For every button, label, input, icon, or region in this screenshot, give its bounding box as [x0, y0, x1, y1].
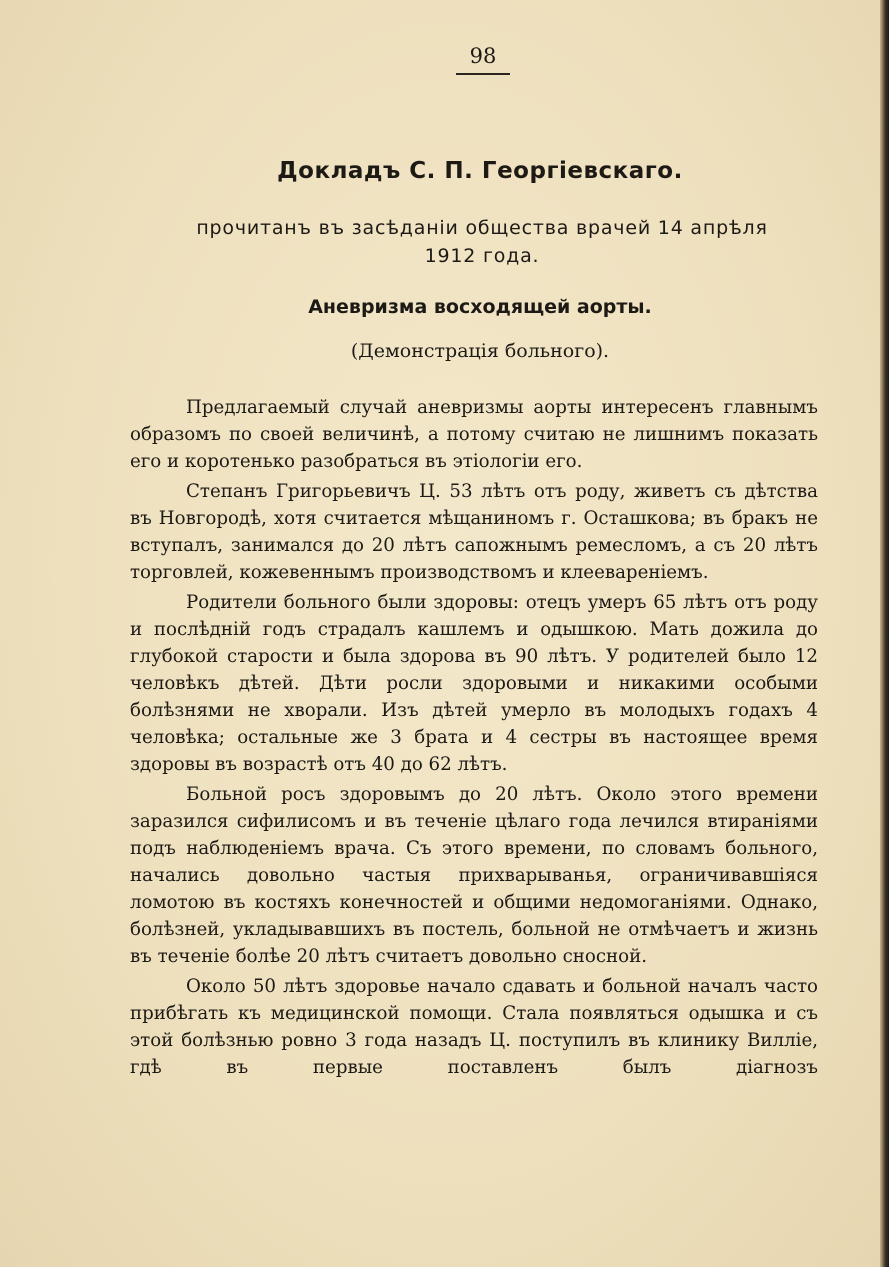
body-text — [130, 394, 818, 1084]
demonstration-note: (Демонстрація больного). — [350, 340, 610, 362]
paragraph: Родители больного были здоровы: отецъ умеръ 65 лѣтъ отъ роду и послѣдній годъ страдалъ кашлемъ и одышкою. Мать дожила до глубокой старости и была здорова въ 90 лѣтъ. У родителей было 12 человѣкъ дѣтей. Дѣти росли здоровыми и никакими особыми болѣзнями не хворали. Изъ дѣтей умерло въ молодыхъ годахъ 4 человѣка; остальные же 3 брата и 4 сестры въ настоящее время здоровы въ возрастѣ отъ 40 до 62 лѣтъ. — [130, 592, 818, 775]
report-subtitle — [150, 214, 814, 270]
report-title: Докладъ С. П. Георгіевскаго. — [277, 158, 683, 184]
page-edge-shadow — [880, 0, 889, 1267]
topic-heading: Аневризма восходящей аорты. — [308, 296, 652, 318]
page-number: 98 — [469, 44, 497, 68]
subtitle-line: прочитанъ въ засѣданіи общества врачей 14 апрѣля — [196, 217, 768, 239]
paragraph: Предлагаемый случай аневризмы аорты интересенъ главнымъ образомъ по своей величинѣ, а потому считаю не лишнимъ показать его и коротенько разобраться въ этіологіи его. — [130, 397, 818, 472]
subtitle-line: 1912 года. — [424, 245, 540, 267]
paragraph: Степанъ Григорьевичъ Ц. 53 лѣтъ отъ роду, живетъ съ дѣтства въ Новгородѣ, хотя считается мѣщаниномъ г. Осташкова; въ бракъ не вступалъ, занимался до 20 лѣтъ сапожнымъ ремесломъ, а съ 20 лѣтъ торговлей, кожевеннымъ производствомъ и клееваренiемъ. — [130, 481, 818, 583]
paragraph: Около 50 лѣтъ здоровье начало сдавать и больной началъ часто прибѣгать къ медицинской помощи. Стала появляться одышка и съ этой болѣзнью ровно 3 года назадъ Ц. поступилъ въ клинику Вилліе, гдѣ въ первые поставленъ былъ діагнозъ — [130, 976, 818, 1078]
paragraph: Больной росъ здоровымъ до 20 лѣтъ. Около этого времени заразился сифилисомъ и въ теченіе цѣлаго года лечился втираніями подъ наблюденіемъ врача. Съ этого времени, по словамъ больного, начались довольно частыя прихварыванья, ограничивавшіяся ломотою въ костяхъ конечностей и общими недомоганіями. Однако, болѣзней, укладывавшихъ въ постель, больной не отмѣчаетъ и жизнь въ теченіе болѣе 20 лѣтъ считаетъ довольно сносной. — [130, 784, 818, 967]
page-number-underline — [456, 73, 510, 75]
